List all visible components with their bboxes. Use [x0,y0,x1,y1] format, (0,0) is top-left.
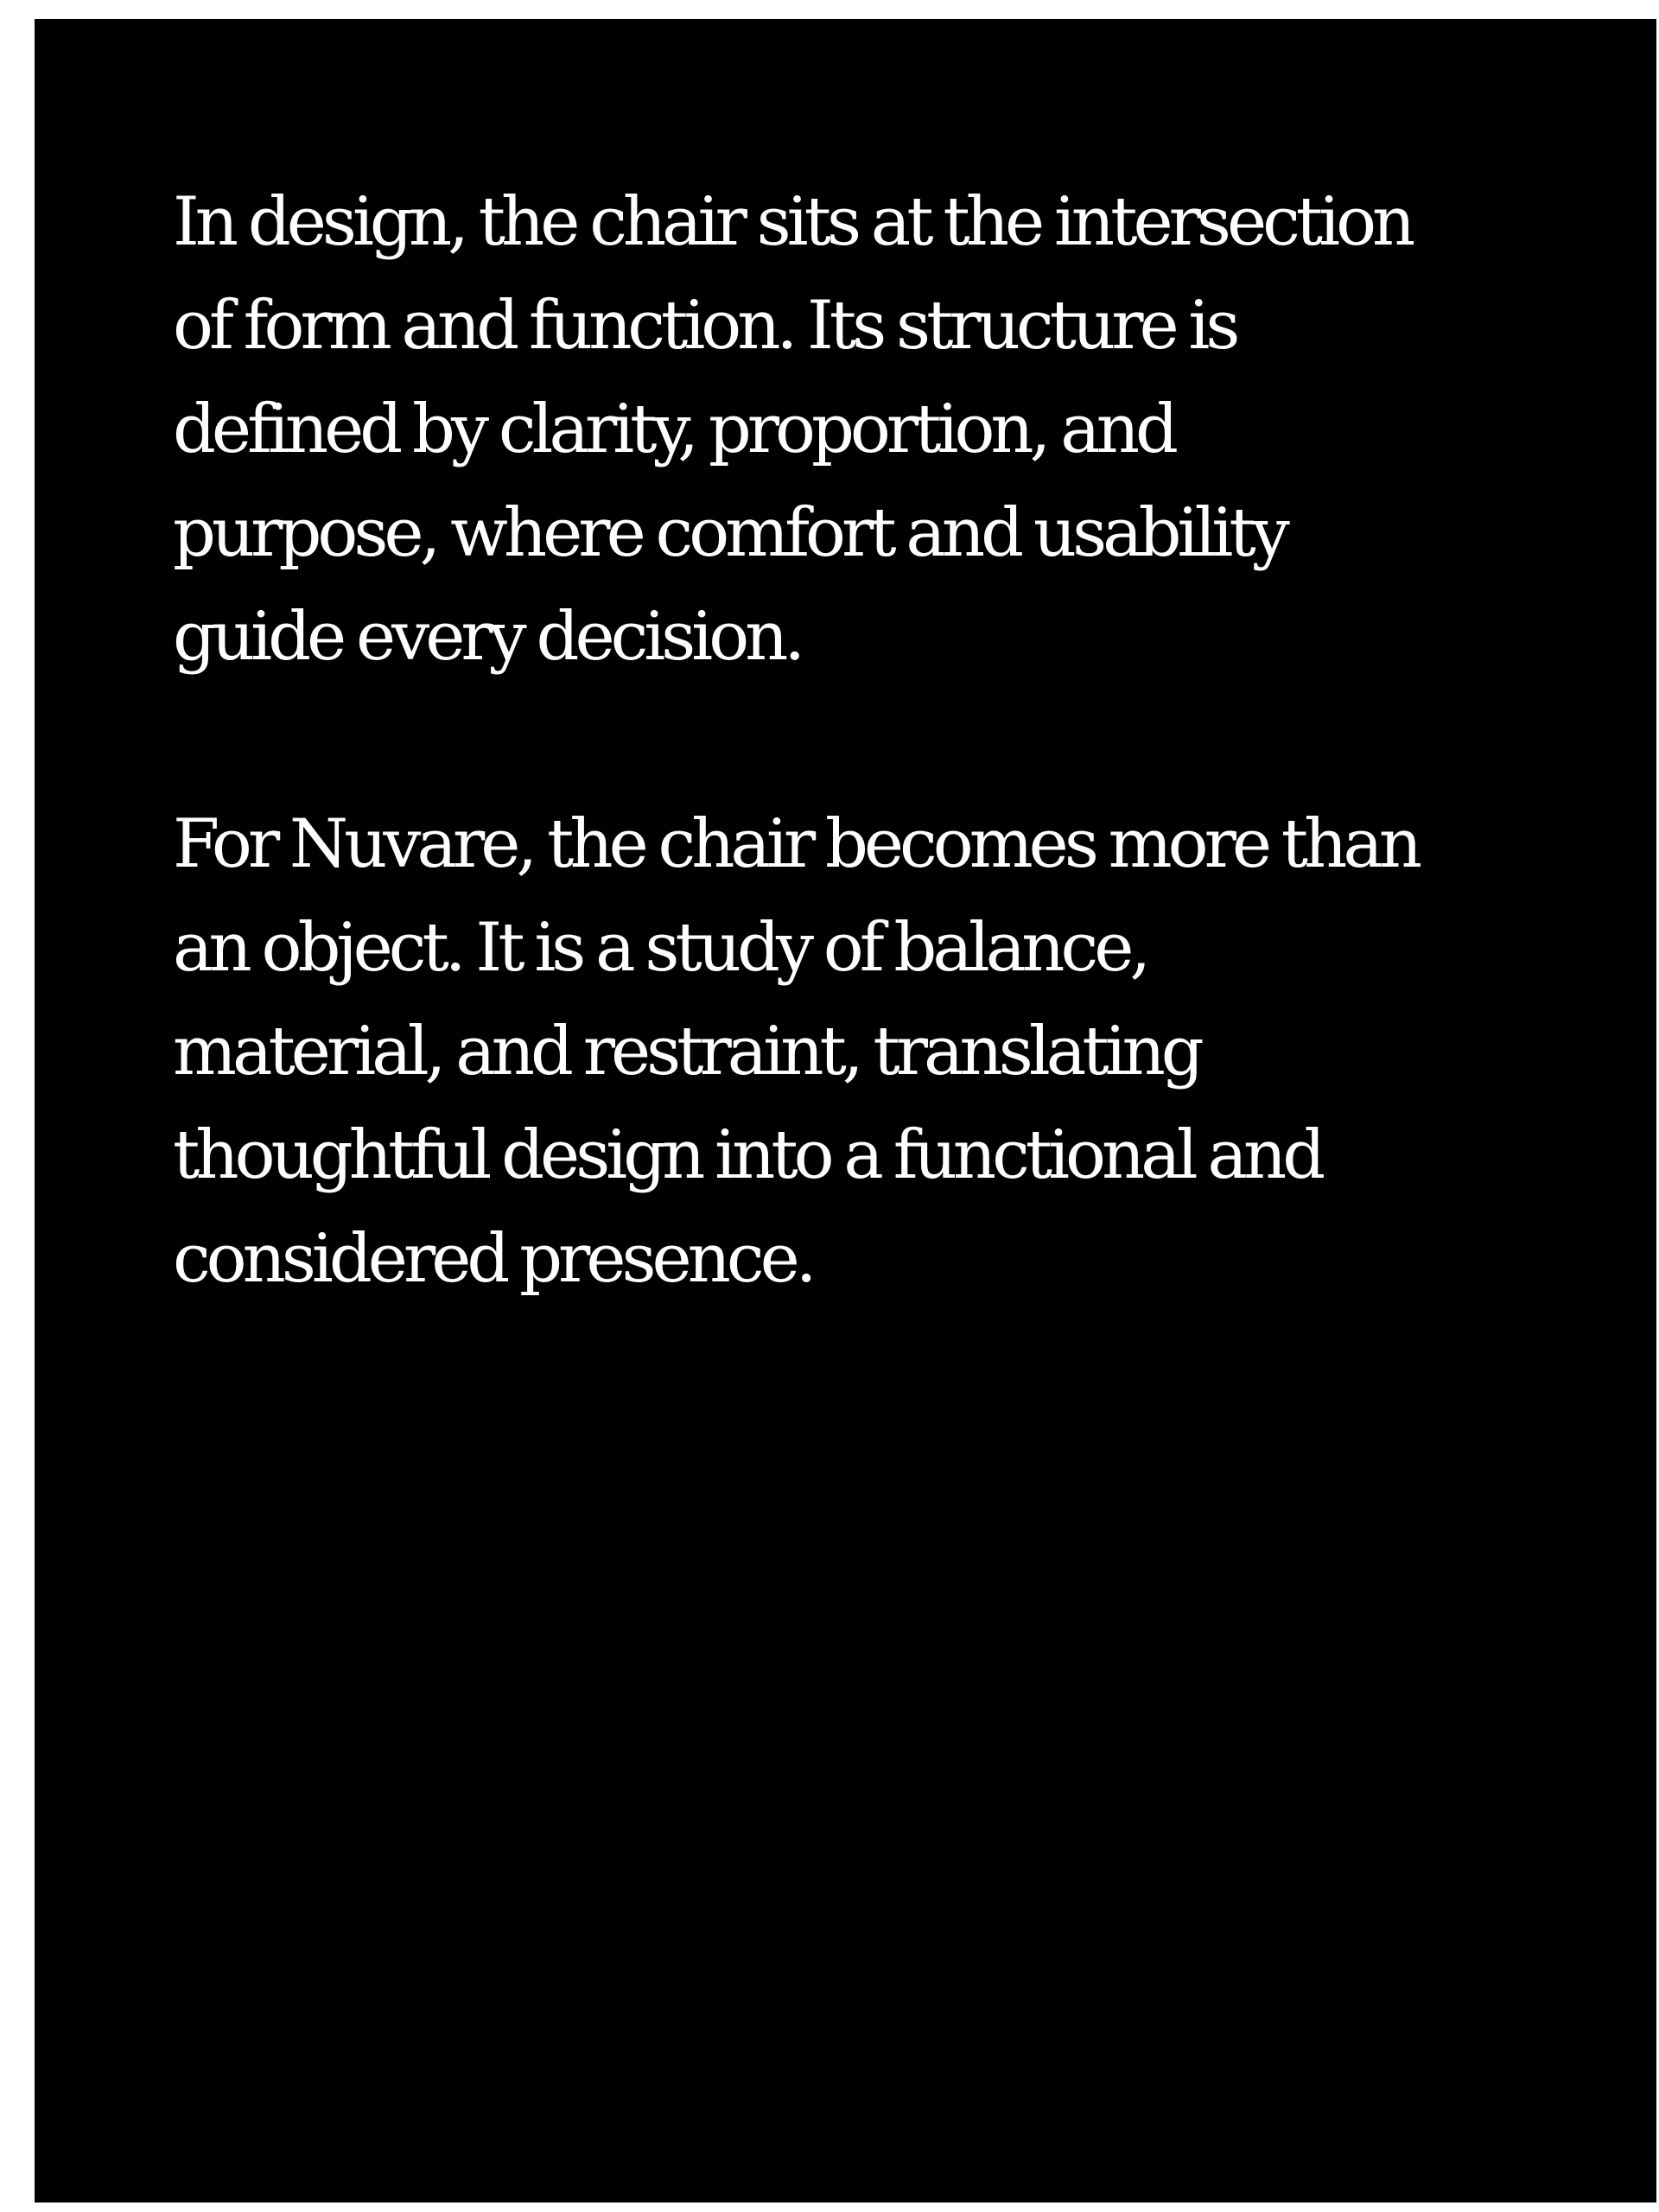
body-text [173,170,1521,1311]
text-line: of form and function. Its structure is [173,287,1236,365]
text-line: an object. It is a study of balance, [173,909,1147,987]
text-line: purpose, where comfort and usability [173,494,1286,572]
text-line: defined by clarity, proportion, and [173,391,1174,468]
text-line: In design, the chair sits at the intersection [173,183,1412,261]
text-line: thoughtful design into a functional and [173,1116,1322,1194]
paragraph-intro [173,170,1521,689]
content-panel [35,19,1656,2202]
text-line: material, and restraint, translating [173,1013,1200,1090]
text-line: For Nuvare, the chair becomes more than [173,805,1419,883]
text-line: guide every decision. [173,598,802,676]
text-line: considered presence. [173,1220,813,1298]
paragraph-nuvare [173,792,1521,1311]
